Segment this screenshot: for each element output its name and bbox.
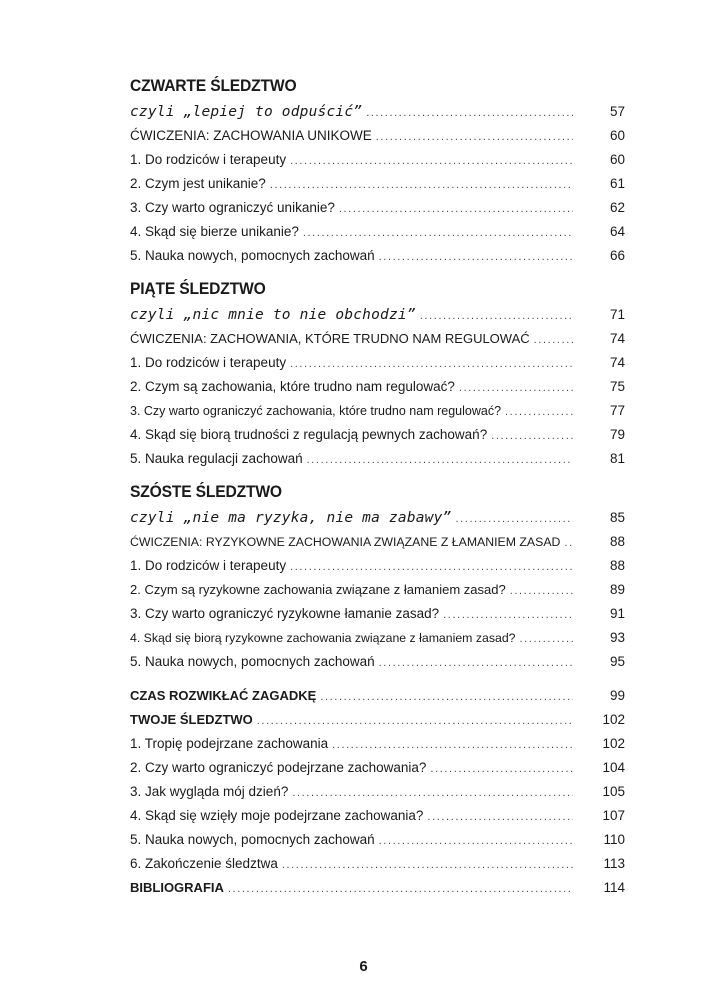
entry-page: 74: [609, 355, 625, 370]
entry-label: czyli „nie ma ryzyka, nie ma zabawy”: [130, 510, 452, 526]
section-title: PIĄTE ŚLEDZTWO: [130, 279, 266, 298]
leader-dots: [320, 685, 573, 709]
entry-page: 88: [609, 534, 625, 549]
entry-page: 114: [603, 880, 625, 895]
entry-label: 2. Czym są zachowania, które trudno nam regulować?: [130, 379, 455, 394]
entry-label: 2. Czym jest unikanie?: [130, 176, 266, 191]
toc-entry[interactable]: [130, 196, 625, 220]
entry-label: ĆWICZENIA: ZACHOWANIA, KTÓRE TRUDNO NAM REGULOWAĆ: [130, 331, 530, 346]
entry-label: 1. Tropię podejrzane zachowania: [130, 736, 329, 751]
leader-dots: [564, 531, 573, 555]
entry-label: ĆWICZENIA: ZACHOWANIA UNIKOWE: [130, 128, 372, 143]
leader-dots: [376, 125, 573, 149]
toc-entry[interactable]: [130, 244, 625, 268]
entry-page: 74: [609, 331, 625, 346]
toc-entry[interactable]: [130, 327, 625, 351]
entry-page: 71: [609, 307, 625, 322]
entry-label: CZAS ROZWIKŁAĆ ZAGADKĘ: [130, 688, 317, 703]
leader-dots: [290, 149, 573, 173]
entry-page: 113: [603, 856, 625, 871]
leader-dots: [379, 245, 573, 269]
section-title: CZWARTE ŚLEDZTWO: [130, 76, 297, 95]
entry-label: ĆWICZENIA: RYZYKOWNE ZACHOWANIA ZWIĄZANE Z ŁAMANIEM ZASAD: [130, 535, 561, 549]
toc-entry[interactable]: [130, 172, 625, 196]
leader-dots: [505, 400, 573, 424]
entry-label: 6. Zakończenie śledztwa: [130, 856, 278, 871]
leader-dots: [307, 448, 573, 472]
entry-label: czyli „nic mnie to nie obchodzi”: [130, 307, 416, 323]
toc-entry[interactable]: [130, 124, 625, 148]
entry-page: 81: [609, 451, 625, 466]
toc-entry[interactable]: [130, 554, 625, 578]
toc-entry[interactable]: [130, 626, 625, 650]
toc-entry[interactable]: [130, 780, 625, 804]
leader-dots: [459, 376, 573, 400]
entry-page: 62: [609, 200, 625, 215]
entry-page: 104: [602, 760, 625, 775]
leader-dots: [303, 221, 573, 245]
entry-page: 91: [609, 606, 625, 621]
toc-entry[interactable]: [130, 602, 625, 626]
toc-entry[interactable]: [130, 351, 625, 375]
leader-dots: [510, 579, 573, 603]
toc-entry[interactable]: [130, 530, 625, 554]
leader-dots: [520, 627, 574, 651]
entry-label: 5. Nauka nowych, pomocnych zachowań: [130, 832, 375, 847]
entry-page: 99: [609, 688, 625, 703]
entry-label: TWOJE ŚLEDZTWO: [130, 712, 253, 727]
toc-entry[interactable]: [130, 399, 625, 423]
entry-page: 60: [609, 128, 625, 143]
entry-label: 4. Skąd się wzięły moje podejrzane zachowania?: [130, 808, 424, 823]
toc-section-piate: [130, 278, 625, 471]
toc-entry[interactable]: [130, 148, 625, 172]
leader-dots: [491, 424, 573, 448]
entry-page: 105: [602, 784, 625, 799]
toc-entry-subtitle[interactable]: [130, 100, 625, 124]
leader-dots: [427, 805, 573, 829]
toc-entry-twoje[interactable]: [130, 708, 625, 732]
entry-label: 4. Skąd się biorą trudności z regulacją pewnych zachowań?: [130, 427, 488, 442]
entry-page: 61: [609, 176, 625, 191]
entry-page: 107: [602, 808, 625, 823]
leader-dots: [443, 603, 573, 627]
toc-section-final: [130, 684, 625, 900]
page-number: 6: [359, 958, 368, 975]
leader-dots: [379, 651, 573, 675]
toc-entry[interactable]: [130, 220, 625, 244]
entry-label: BIBLIOGRAFIA: [130, 880, 224, 895]
toc-entry-bibliografia[interactable]: [130, 876, 625, 900]
toc-entry[interactable]: [130, 756, 625, 780]
entry-page: 57: [609, 104, 625, 119]
leader-dots: [420, 304, 573, 328]
entry-label: 1. Do rodziców i terapeuty: [130, 152, 287, 167]
leader-dots: [332, 733, 573, 757]
entry-label: 3. Jak wygląda mój dzień?: [130, 784, 289, 799]
toc-entry[interactable]: [130, 650, 625, 674]
leader-dots: [228, 877, 573, 901]
entry-label: 4. Skąd się bierze unikanie?: [130, 224, 299, 239]
entry-page: 102: [602, 736, 625, 751]
entry-page: 102: [602, 712, 625, 727]
toc-entry-subtitle[interactable]: [130, 303, 625, 327]
toc-entry[interactable]: [130, 447, 625, 471]
leader-dots: [282, 853, 573, 877]
leader-dots: [379, 829, 573, 853]
leader-dots: [455, 507, 573, 531]
toc-entry[interactable]: [130, 423, 625, 447]
entry-label: 2. Czy warto ograniczyć podejrzane zachowania?: [130, 760, 427, 775]
entry-label: 4. Skąd się biorą ryzykowne zachowania związane z łamaniem zasad?: [130, 631, 516, 645]
entry-page: 85: [609, 510, 625, 525]
entry-page: 75: [609, 379, 625, 394]
leader-dots: [430, 757, 573, 781]
entry-label: czyli „lepiej to odpuścić”: [130, 104, 363, 120]
toc-entry[interactable]: [130, 852, 625, 876]
entry-label: 5. Nauka nowych, pomocnych zachowań: [130, 248, 375, 263]
toc-entry[interactable]: [130, 828, 625, 852]
entry-label: 5. Nauka nowych, pomocnych zachowań: [130, 654, 375, 669]
entry-page: 60: [609, 152, 625, 167]
toc-entry[interactable]: [130, 375, 625, 399]
leader-dots: [257, 709, 573, 733]
table-of-contents: [130, 75, 625, 910]
entry-page: 64: [609, 224, 625, 239]
entry-page: 77: [609, 403, 625, 418]
toc-entry-rozwiklac[interactable]: [130, 684, 625, 708]
entry-page: 79: [609, 427, 625, 442]
toc-entry[interactable]: [130, 804, 625, 828]
section-title: SZÓSTE ŚLEDZTWO: [130, 482, 282, 501]
toc-entry[interactable]: [130, 578, 625, 602]
entry-label: 2. Czym są ryzykowne zachowania związane z łamaniem zasad?: [130, 582, 506, 597]
toc-section-szoste: [130, 481, 625, 674]
entry-label: 3. Czy warto ograniczyć unikanie?: [130, 200, 335, 215]
leader-dots: [290, 555, 573, 579]
entry-page: 93: [609, 630, 625, 645]
toc-entry[interactable]: [130, 732, 625, 756]
leader-dots: [534, 328, 573, 352]
entry-label: 1. Do rodziców i terapeuty: [130, 558, 287, 573]
entry-label: 3. Czy warto ograniczyć zachowania, które trudno nam regulować?: [130, 404, 502, 418]
leader-dots: [290, 352, 573, 376]
entry-page: 66: [609, 248, 625, 263]
entry-page: 95: [609, 654, 625, 669]
entry-label: 1. Do rodziców i terapeuty: [130, 355, 287, 370]
leader-dots: [366, 101, 573, 125]
leader-dots: [292, 781, 573, 805]
entry-label: 5. Nauka regulacji zachowań: [130, 451, 303, 466]
entry-page: 89: [609, 582, 625, 597]
leader-dots: [339, 197, 573, 221]
toc-entry-subtitle[interactable]: [130, 506, 625, 530]
leader-dots: [270, 173, 573, 197]
entry-page: 110: [603, 832, 625, 847]
toc-section-czwarte: [130, 75, 625, 268]
entry-label: 3. Czy warto ograniczyć ryzykowne łamanie zasad?: [130, 606, 440, 621]
entry-page: 88: [609, 558, 625, 573]
